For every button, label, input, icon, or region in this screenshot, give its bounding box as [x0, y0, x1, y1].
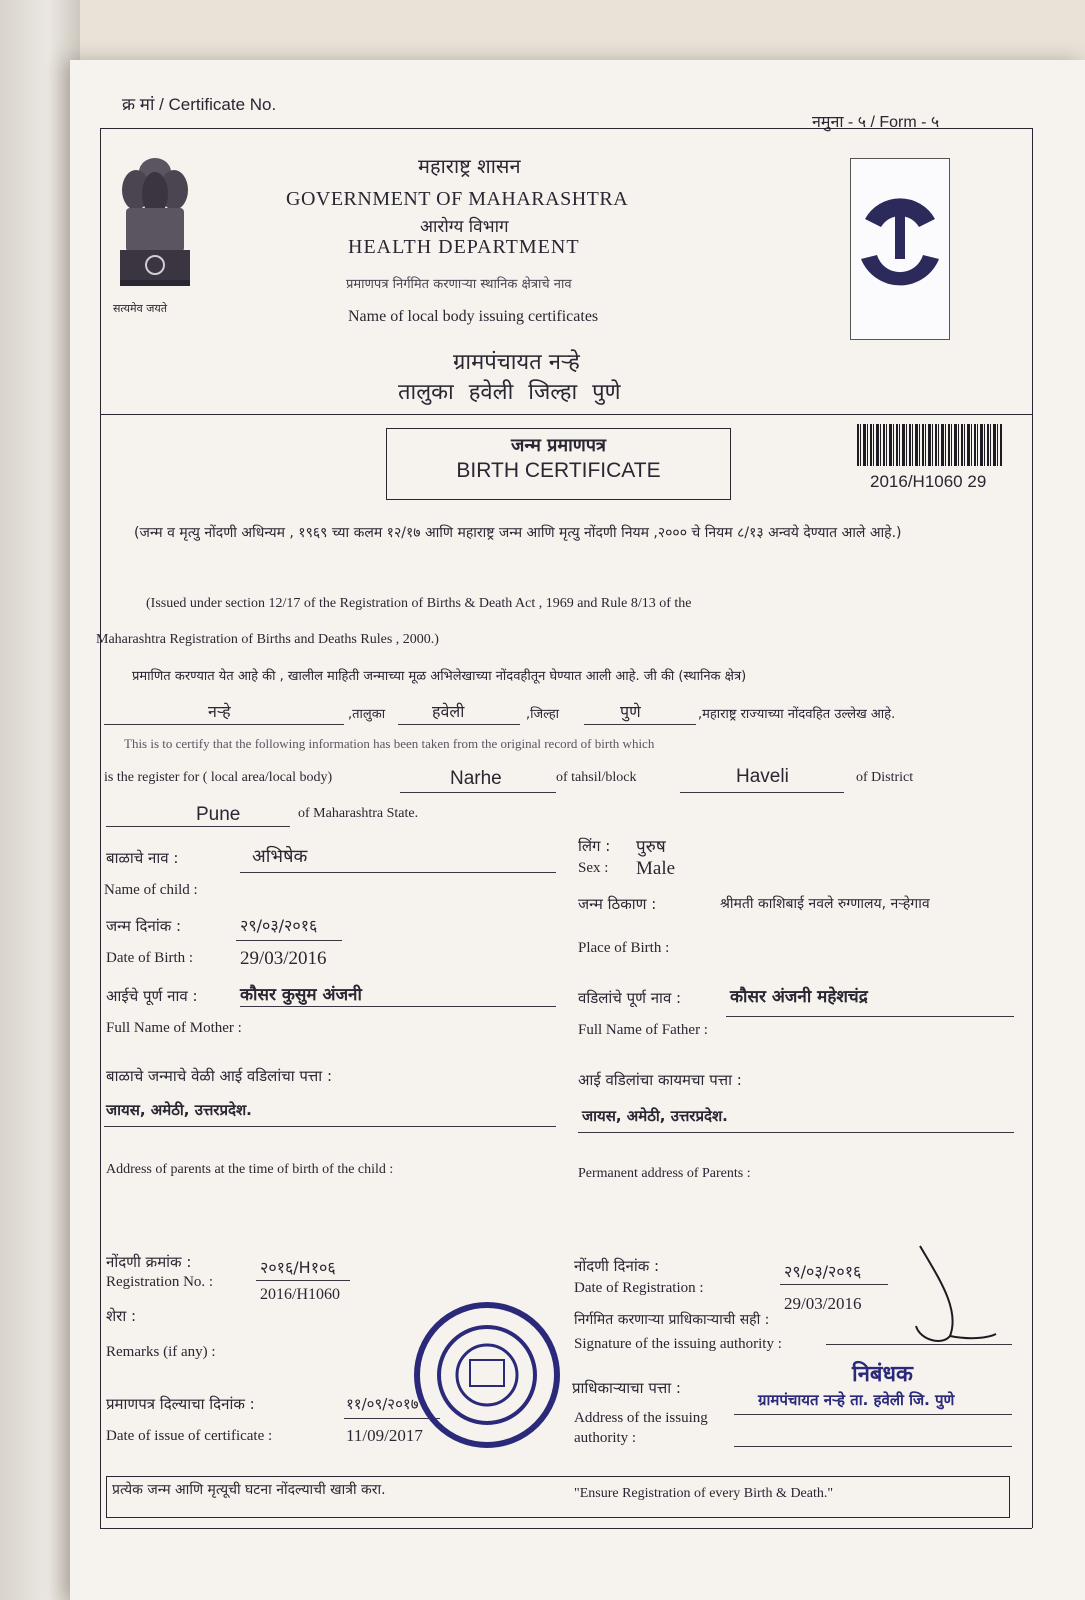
local-body-location: तालुका हवेली जिल्हा पुणे — [398, 380, 621, 405]
reg-no-label-english: Registration No. : — [106, 1274, 214, 1290]
tahsil-underline — [680, 792, 844, 793]
birth-address-underline — [104, 1126, 556, 1127]
local-body-label-english: Name of local body issuing certificates — [348, 308, 599, 325]
issue-date-value-marathi: ११/०९/२०१७ — [346, 1395, 419, 1413]
reg-date-value-marathi: २९/०३/२०१६ — [784, 1262, 862, 1281]
registrar-seal-address: ग्रामपंचायत नऱ्हे ता. हवेली जि. पुणे — [758, 1391, 955, 1409]
dob-label-marathi: जन्म दिनांक : — [106, 917, 182, 935]
issue-date-label-marathi: प्रमाणपत्र दिल्याचा दिनांक : — [106, 1395, 255, 1413]
reg-no-value-marathi: २०१६/H१०६ — [260, 1258, 336, 1277]
dob-value-marathi: २९/०३/२०१६ — [240, 916, 318, 935]
authority-address-underline-1 — [734, 1414, 1012, 1415]
birth-address-label-english: Address of parents at the time of birth of the child : — [106, 1162, 394, 1177]
taluka-underline — [398, 724, 520, 725]
certificate-title-marathi: जन्म प्रमाणपत्र — [511, 435, 606, 456]
issue-date-value-english: 11/09/2017 — [346, 1426, 423, 1445]
frame-right-line — [1032, 128, 1033, 1528]
dept-title-english: HEALTH DEPARTMENT — [348, 236, 580, 258]
state-suffix: of Maharashtra State. — [298, 806, 419, 821]
reg-date-label-english: Date of Registration : — [574, 1280, 704, 1296]
district-value-underline — [106, 826, 290, 827]
child-name-underline — [240, 872, 556, 873]
sex-label-english: Sex : — [578, 860, 609, 876]
barcode — [857, 424, 1003, 466]
reg-no-value-english: 2016/H1060 — [260, 1286, 340, 1303]
issue-date-label-english: Date of issue of certificate : — [106, 1428, 273, 1444]
local-area-marathi: नऱ्हे — [208, 702, 231, 721]
reg-date-underline — [780, 1284, 888, 1285]
district-value-marathi: पुणे — [620, 702, 641, 721]
header-divider — [100, 414, 1032, 415]
local-body-name: ग्रामपंचायत नऱ्हे — [453, 350, 580, 375]
act-statement-english-2: Maharashtra Registration of Births and Deaths Rules , 2000.) — [96, 632, 439, 647]
health-department-logo — [850, 158, 950, 340]
health-logo-icon — [851, 159, 949, 339]
gram-panchayat-stamp-icon — [412, 1300, 562, 1450]
father-name-label-english: Full Name of Father : — [578, 1022, 708, 1038]
govt-title-marathi: महाराष्ट्र शासन — [418, 154, 521, 178]
signature-underline — [826, 1344, 1012, 1345]
local-area-english: Narhe — [450, 768, 502, 789]
district-label-english: of District — [856, 770, 914, 785]
footer-marathi: प्रत्येक जन्म आणि मृत्यूची घटना नोंदल्याची खात्री करा. — [112, 1482, 386, 1498]
certificate-title-english: BIRTH CERTIFICATE — [456, 459, 661, 482]
local-body-label-marathi: प्रमाणपत्र निर्गमित करणाऱ्या स्थानिक क्षेत्राचे नाव — [346, 277, 572, 292]
signature-label-marathi: निर्गमित करणाऱ्या प्राधिकाऱ्याची सही : — [574, 1312, 770, 1328]
pob-value: श्रीमती काशिबाई नवले रुग्णालय, नऱ्हेगाव — [720, 896, 930, 912]
register-for-label: is the register for ( local area/local body) — [104, 770, 333, 785]
certify-statement-marathi: प्रमाणित करण्यात येत आहे की , खालील माहिती जन्माच्या मूळ अभिलेखाच्या नोंदवहीतून घेण्यात आली आहे. जी की (स्थानिक क्षेत्र) — [132, 669, 747, 684]
reg-date-label-marathi: नोंदणी दिनांक : — [574, 1257, 660, 1275]
dob-label-english: Date of Birth : — [106, 950, 194, 966]
dob-marathi-underline — [236, 940, 342, 941]
sex-value-marathi: पुरुष — [636, 837, 666, 857]
perm-address-label-english: Permanent address of Parents : — [578, 1166, 751, 1181]
certificate-title-box — [386, 428, 731, 500]
barcode-number: 2016/H1060 29 — [870, 472, 987, 491]
mother-name-label-marathi: आईचे पूर्ण नाव : — [106, 987, 198, 1005]
perm-address-value: जायस, अमेठी, उत्तरप्रदेश. — [582, 1107, 728, 1125]
tahsil-value: Haveli — [736, 766, 789, 787]
frame-bottom-line — [100, 1528, 1032, 1529]
registrar-seal-title: निबंधक — [852, 1362, 913, 1387]
district-underline — [584, 724, 696, 725]
child-name-label-marathi: बाळाचे नाव : — [106, 849, 179, 867]
register-suffix-marathi: ,महाराष्ट्र राज्याच्या नोंदवहित उल्लेख आहे. — [698, 707, 896, 722]
father-name-label-marathi: वडिलांचे पूर्ण नाव : — [578, 989, 682, 1007]
authority-address-underline-2 — [734, 1446, 1012, 1447]
signature-label-english: Signature of the issuing authority : — [574, 1336, 782, 1352]
certify-statement-english: This is to certify that the following information has been taken from the original record of birth which — [124, 736, 655, 751]
reg-no-label-marathi: नोंदणी क्रमांक : — [106, 1253, 192, 1271]
authority-address-label-english: Address of the issuing authority : — [574, 1410, 708, 1446]
sex-label-marathi: लिंग : — [578, 837, 611, 855]
father-name-underline — [726, 1016, 1014, 1017]
reg-date-value-english: 29/03/2016 — [784, 1294, 862, 1313]
ashoka-emblem-icon — [112, 142, 198, 292]
footer-english: "Ensure Registration of every Birth & Death." — [574, 1486, 834, 1501]
mother-name-value: कौसर कुसुम अंजनी — [240, 985, 362, 1005]
frame-left-line — [100, 128, 101, 1528]
remarks-label-marathi: शेरा : — [106, 1307, 137, 1325]
child-name-label-english: Name of child : — [104, 882, 198, 898]
taluka-label: ,तालुका — [348, 707, 386, 722]
mother-name-label-english: Full Name of Mother : — [106, 1020, 242, 1036]
district-label: ,जिल्हा — [526, 707, 560, 722]
local-area-underline — [104, 724, 344, 725]
govt-title-english: GOVERNMENT OF MAHARASHTRA — [286, 188, 629, 210]
dept-title-marathi: आरोग्य विभाग — [420, 217, 509, 237]
remarks-label-english: Remarks (if any) : — [106, 1344, 216, 1360]
birth-address-value: जायस, अमेठी, उत्तरप्रदेश. — [106, 1101, 252, 1119]
background-scrap — [0, 0, 80, 1600]
birth-address-label-marathi: बाळाचे जन्माचे वेळी आई वडिलांचा पत्ता : — [106, 1067, 333, 1085]
pob-label-english: Place of Birth : — [578, 940, 670, 956]
taluka-value-marathi: हवेली — [432, 702, 465, 721]
act-statement-english-1: (Issued under section 12/17 of the Registration of Births & Death Act , 1969 and Rule 8/13 of the — [146, 596, 692, 611]
act-statement-marathi: (जन्म व मृत्यु नोंदणी अधिन्यम , १९६९ च्या कलम १२/१७ आणि महाराष्ट्र जन्म आणि मृत्यु नोंदणी नियम ,२००० चे नियम ८/१३ अन्वये देण्यात आले आहे.) — [134, 525, 902, 541]
certificate-no-label: क्र मां / Certificate No. — [122, 95, 277, 114]
perm-address-underline — [578, 1132, 1014, 1133]
sex-value-english: Male — [636, 858, 676, 879]
perm-address-label-marathi: आई वडिलांचा कायमचा पत्ता : — [578, 1071, 742, 1089]
form-number: नमुना - ५ / Form - ५ — [812, 114, 940, 131]
dob-value-english: 29/03/2016 — [240, 948, 327, 969]
local-area-english-underline — [400, 792, 556, 793]
emblem-motto: सत्यमेव जयते — [113, 302, 168, 315]
authority-address-label-marathi: प्राधिकाऱ्याचा पत्ता : — [572, 1379, 681, 1397]
mother-name-underline — [240, 1006, 556, 1007]
tahsil-label: of tahsil/block — [556, 770, 637, 785]
reg-no-underline — [256, 1280, 350, 1281]
pob-label-marathi: जन्म ठिकाण : — [578, 895, 657, 913]
father-name-value: कौसर अंजनी महेशचंद्र — [730, 987, 868, 1007]
district-value: Pune — [196, 804, 241, 825]
officer-signature-icon — [880, 1240, 1000, 1350]
child-name-value: अभिषेक — [252, 846, 308, 867]
frame-top-line — [100, 128, 1032, 129]
